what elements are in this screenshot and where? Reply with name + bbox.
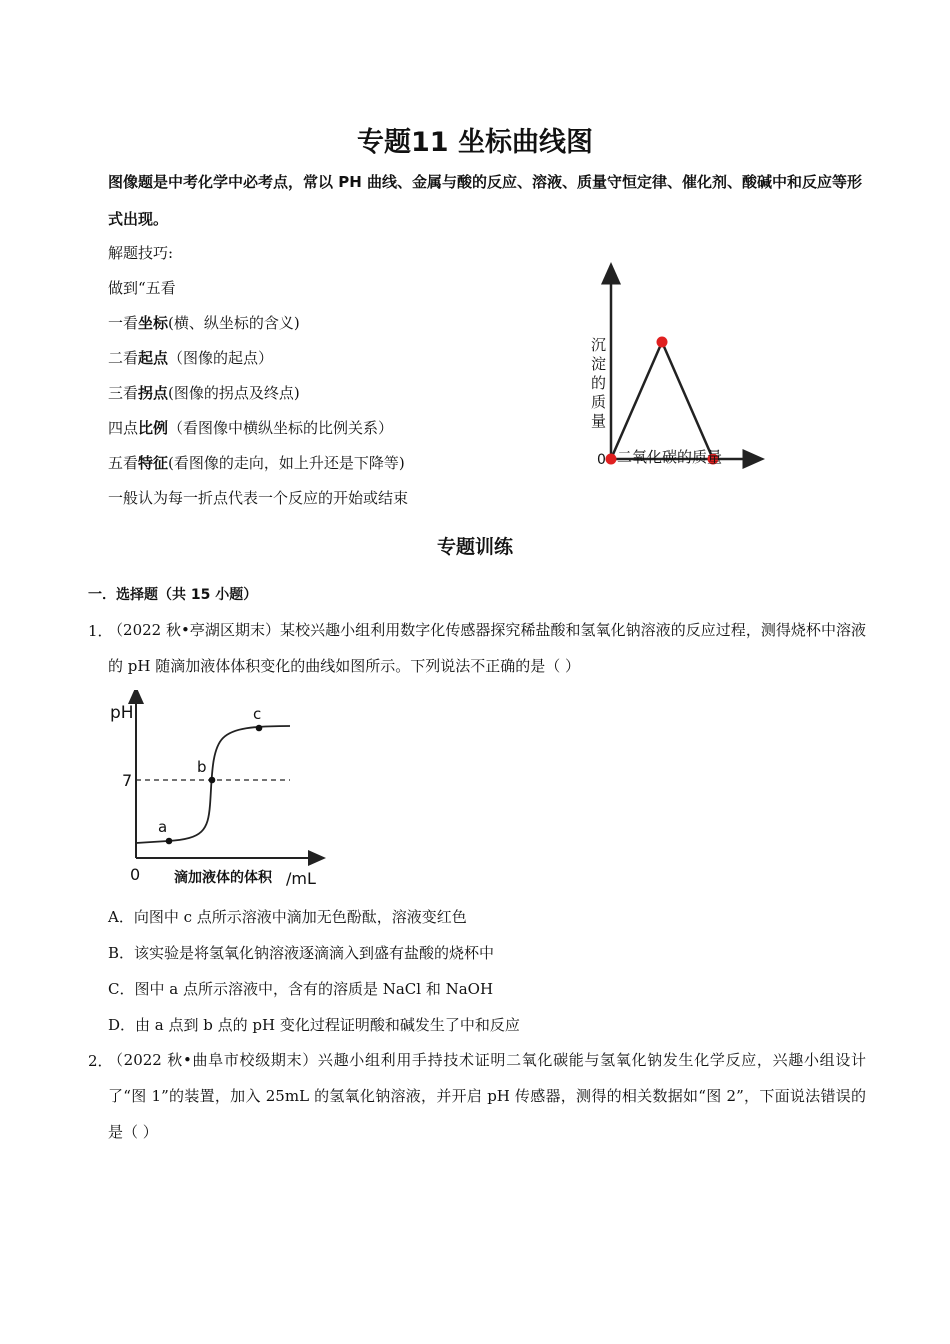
ph-curve-chart — [108, 690, 328, 890]
tips-heading: 解题技巧: — [108, 244, 174, 262]
question-text: （2022 秋•曲阜市校级期末）兴趣小组利用手持技术证明二氧化碳能与氢氧化钠发生化学反应，兴趣小组设计了“图 1”的装置，加入 25mL 的氢氧化钠溶液，并开启 pH 传感器，测得的相关数据如“图 2”，下面说法错误的是（ ） — [108, 1051, 866, 1141]
precipitate-line — [611, 342, 713, 459]
point-b-label: b — [197, 758, 207, 776]
tip-item: 一看坐标(横、纵坐标的含义) — [108, 314, 300, 332]
origin-label: 0 — [130, 865, 141, 884]
tips-lead: 做到“五看 — [108, 279, 176, 297]
point-c-marker — [256, 725, 263, 732]
y-axis-label: pH — [110, 703, 134, 723]
tip-item: 五看特征(看图像的走向，如上升还是下降等) — [108, 454, 405, 472]
data-point — [657, 337, 668, 348]
point-a-marker — [166, 838, 173, 845]
part-title: 一．选择题（共 15 小题） — [88, 587, 258, 603]
point-c-label: c — [253, 705, 262, 723]
origin-label: 0 — [597, 452, 606, 468]
point-b-marker — [209, 777, 216, 784]
intro-paragraph: 图像题是中考化学中必考点，常以 PH 曲线、金属与酸的反应、溶液、质量守恒定律、催化剂、酸碱中和反应等形式出现。 — [108, 173, 862, 228]
tip-item: 二看起点（图像的起点） — [108, 349, 274, 367]
x-axis-label: 二氧化碳的质量 — [617, 448, 723, 466]
y-axis-label: 沉淀的质量 — [591, 336, 607, 430]
point-a-label: a — [158, 818, 168, 836]
section-title: 专题训练 — [436, 536, 513, 558]
x-axis-unit: /mL — [286, 869, 316, 888]
precipitate-chart — [585, 262, 770, 472]
tips-summary: 一般认为每一折点代表一个反应的开始或结束 — [108, 489, 409, 507]
option-c: C．图中 a 点所示溶液中，含有的溶质是 NaCl 和 NaOH — [108, 980, 494, 998]
x-axis-label: 滴加液体的体积 — [174, 870, 272, 886]
page-title: 专题11 坐标曲线图 — [357, 127, 593, 158]
option-b: B．该实验是将氢氧化钠溶液逐滴滴入到盛有盐酸的烧杯中 — [108, 944, 495, 962]
question-text: （2022 秋•亭湖区期末）某校兴趣小组利用数字化传感器探究稀盐酸和氢氧化钠溶液的反应过程，测得烧杯中溶液的 pH 随滴加液体体积变化的曲线如图所示。下列说法不正确的是（ ） — [108, 621, 866, 675]
tip-item: 四点比例（看图像中横纵坐标的比例关系） — [108, 419, 394, 437]
ph7-label: 7 — [122, 771, 133, 790]
tip-item: 三看拐点(图像的拐点及终点) — [108, 384, 300, 402]
data-point — [606, 454, 617, 465]
option-d: D．由 a 点到 b 点的 pH 变化过程证明酸和碱发生了中和反应 — [108, 1016, 520, 1034]
question-number: 2． — [88, 1052, 113, 1070]
question-number: 1． — [88, 622, 113, 640]
option-a: A．向图中 c 点所示溶液中滴加无色酚酞，溶液变红色 — [108, 908, 467, 926]
